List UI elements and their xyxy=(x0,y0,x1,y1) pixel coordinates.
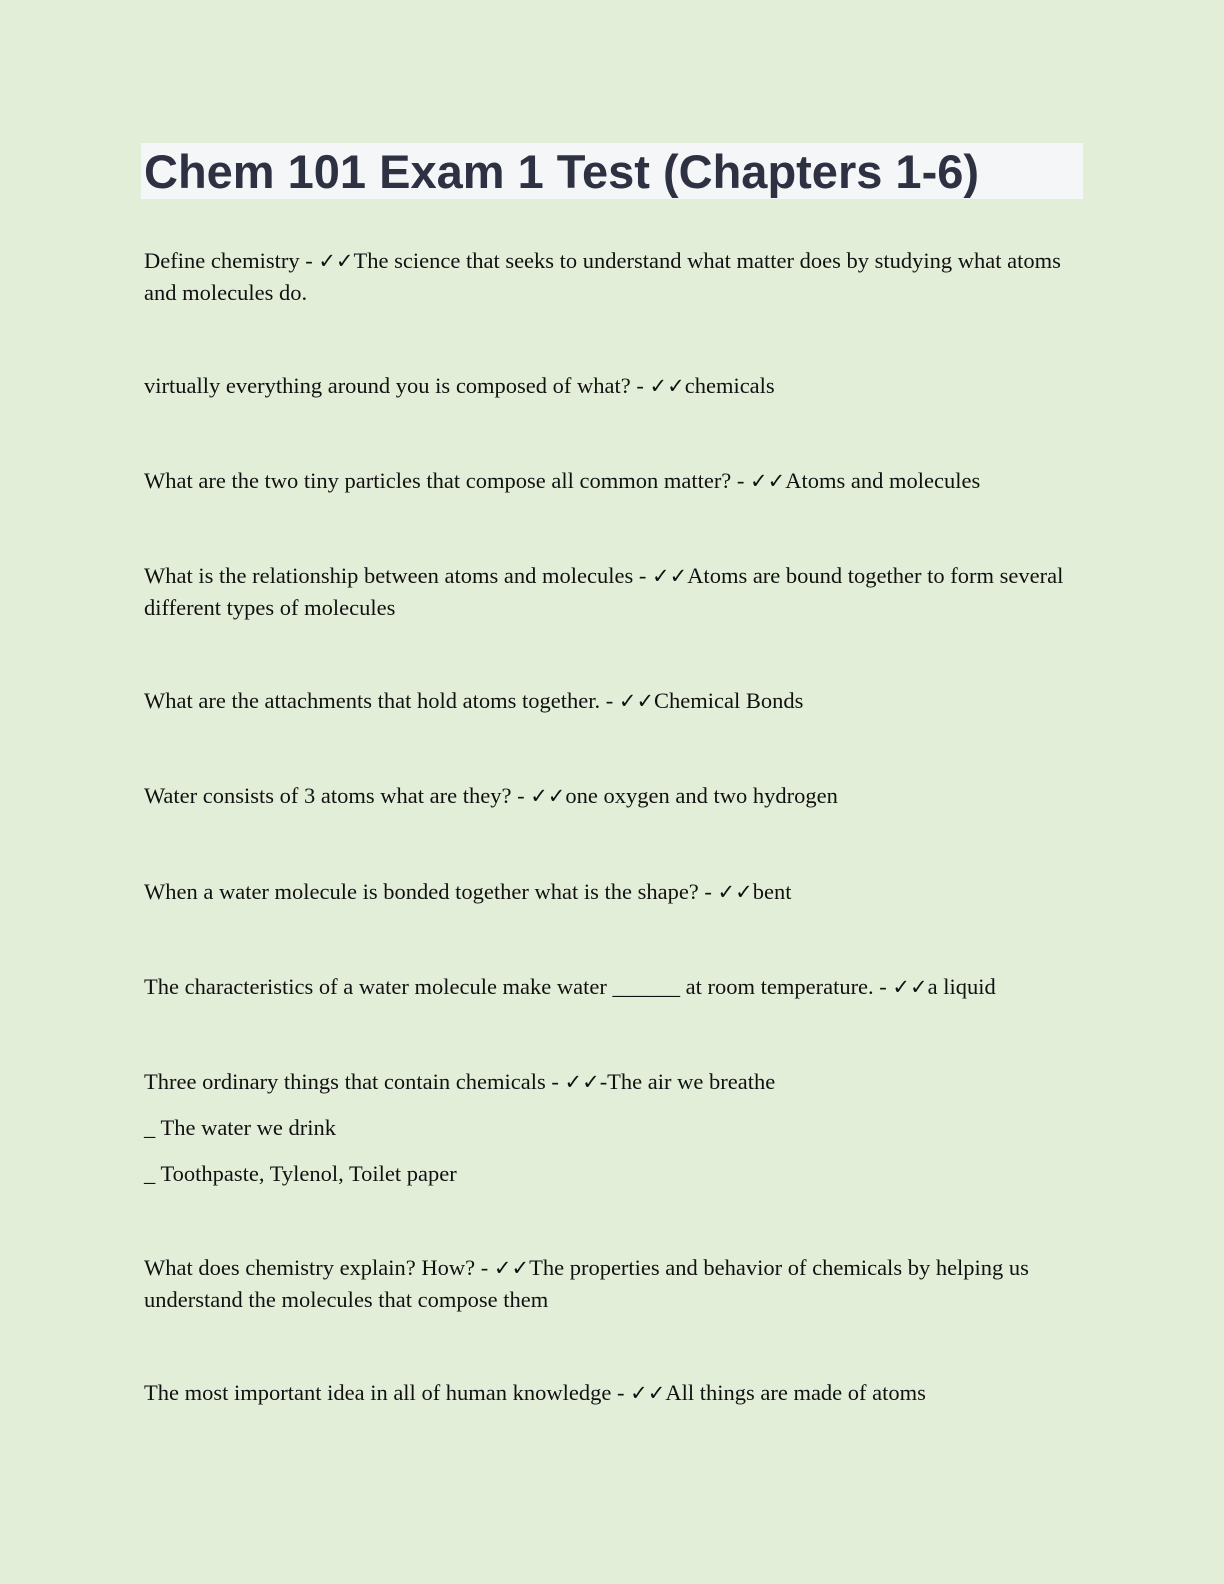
answer-text: bent xyxy=(752,879,792,904)
page-title: Chem 101 Exam 1 Test (Chapters 1-6) xyxy=(144,145,980,198)
check-mark-icon: ✓✓ xyxy=(564,1070,600,1094)
qa-item xyxy=(144,560,1074,623)
question-text: Define chemistry - xyxy=(144,248,319,273)
answer-text: -The air we breathe xyxy=(599,1069,776,1094)
question-text: The most important idea in all of human knowledge - xyxy=(144,1380,631,1405)
qa-item xyxy=(144,1066,1074,1098)
question-text: What are the attachments that hold atoms together. - xyxy=(144,688,619,713)
qa-item xyxy=(144,245,1074,308)
qa-item xyxy=(144,685,1074,717)
check-mark-icon: ✓✓ xyxy=(892,975,928,999)
answer-text: chemicals xyxy=(684,373,775,398)
check-mark-icon: ✓✓ xyxy=(717,880,753,904)
qa-item xyxy=(144,1252,1074,1315)
answer-text: one oxygen and two hydrogen xyxy=(565,783,838,808)
answer-text: a liquid xyxy=(927,974,996,999)
check-mark-icon: ✓✓ xyxy=(493,1256,530,1280)
answer-continuation-line: _ Toothpaste, Tylenol, Toilet paper xyxy=(144,1161,457,1186)
qa-item xyxy=(144,370,1074,402)
question-text: What is the relationship between atoms and molecules - xyxy=(144,563,652,588)
check-mark-icon: ✓✓ xyxy=(618,689,655,713)
check-mark-icon: ✓✓ xyxy=(530,784,566,808)
question-text: Water consists of 3 atoms what are they? - xyxy=(144,783,531,808)
answer-text: All things are made of atoms xyxy=(665,1380,926,1405)
check-mark-icon: ✓✓ xyxy=(750,469,786,493)
question-text: Three ordinary things that contain chemicals - xyxy=(144,1069,565,1094)
check-mark-icon: ✓✓ xyxy=(630,1381,666,1405)
question-text: virtually everything around you is composed of what? - xyxy=(144,373,650,398)
question-text: When a water molecule is bonded together what is the shape? - xyxy=(144,879,718,904)
qa-item xyxy=(144,780,1074,812)
qa-item xyxy=(144,1377,1074,1409)
check-mark-icon: ✓✓ xyxy=(318,249,354,273)
qa-item xyxy=(144,876,1074,908)
qa-item xyxy=(144,971,1074,1003)
answer-text: Chemical Bonds xyxy=(654,688,804,713)
check-mark-icon: ✓✓ xyxy=(651,564,688,588)
answer-text: The science that seeks to understand what matter does by studying what atoms and molecules do. xyxy=(144,248,1061,305)
question-text: What are the two tiny particles that compose all common matter? - xyxy=(144,468,751,493)
question-text: The characteristics of a water molecule make water ______ at room temperature. - xyxy=(144,974,893,999)
question-text: What does chemistry explain? How? - xyxy=(144,1255,494,1280)
answer-text: Atoms and molecules xyxy=(785,468,981,493)
answer-continuation-line: _ The water we drink xyxy=(144,1115,337,1140)
check-mark-icon: ✓✓ xyxy=(649,374,685,398)
answer-text: The properties and behavior of chemicals by helping us understand the molecules that compose them xyxy=(144,1255,1029,1312)
answer-text: Atoms are bound together to form several different types of molecules xyxy=(144,563,1064,620)
qa-item xyxy=(144,465,1074,497)
